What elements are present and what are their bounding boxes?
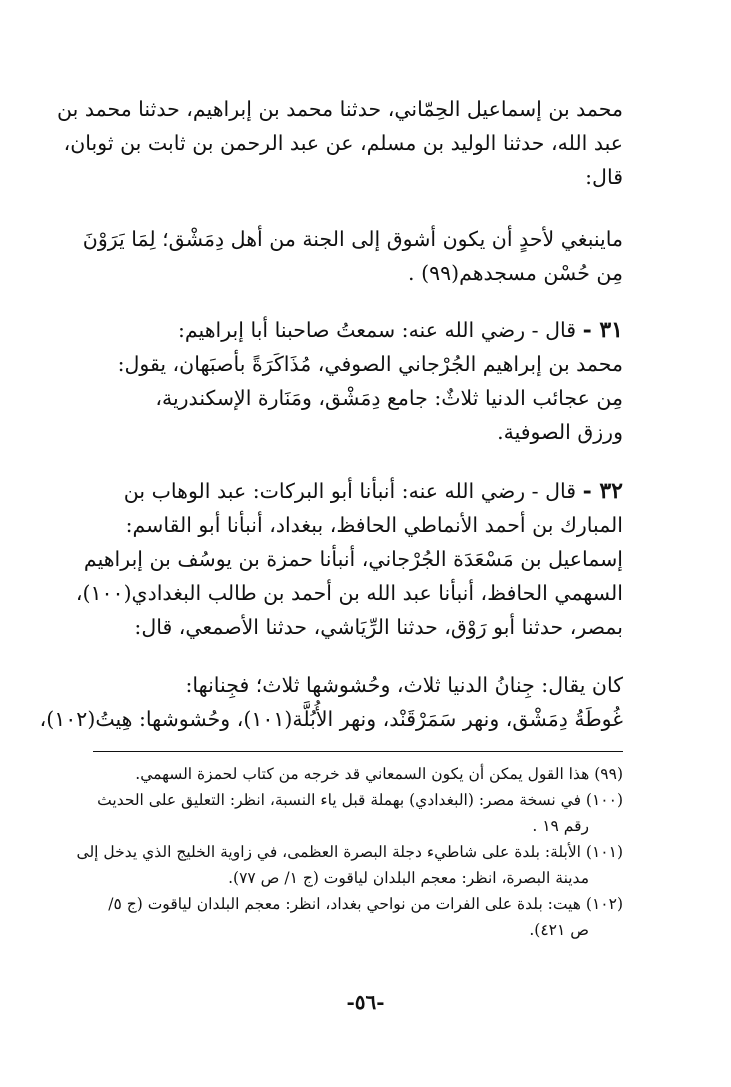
text-line: كان يقال: جِنانُ الدنيا ثلاث، وحُشوشها ثلاث؛ فجِنانها: [185,673,623,697]
footnotes [76,761,623,943]
text-segment: قال - رضي الله عنه: أنبأنا أبو البركات: عبد الوهاب بن [123,479,577,503]
text-line [103,313,623,347]
footnote-102: (١٠٢) هيت: بلدة على الفرات من نواحي بغداد، انظر: معجم البلدان لياقوت (ج ٥/ [108,895,623,913]
footnote-101-continued: مدينة البصرة، انظر: معجم البلدان لياقوت (ج ١/ ص ٧٧). [228,869,589,887]
text-line: غُوطَةُ دِمَشْق، ونهر سَمَرْقَنْد، ونهر الأُبُلَّة(١٠١)، وحُشوشها: هِيتُ(١٠٢)، [39,707,623,731]
hadith-number: ٣١ - [582,317,623,343]
text-segment: قال - رضي الله عنه: سمعتُ صاحبنا أبا إبراهيم: [178,318,577,342]
footnote-99: (٩٩) هذا القول يمكن أن يكون السمعاني قد خرجه من كتاب لحمزة السهمي. [135,765,623,783]
text-line: ورزق الصوفية. [497,420,623,444]
hadith-number: ٣٢ - [582,478,623,504]
text-line: محمد بن إبراهيم الجُرْجاني الصوفي، مُذَاكَرَةً بأصبَهان، يقول: [117,352,623,376]
paragraph-quote-2 [39,668,623,736]
text-line: إسماعيل بن مَسْعَدَة الجُرْجاني، أنبأنا حمزة بن يوسُف بن إبراهيم [83,547,623,571]
text-line: محمد بن إسماعيل الحِمّاني، حدثنا محمد بن إبراهيم، حدثنا محمد بن [57,97,623,121]
footnote-101: (١٠١) الأبلة: بلدة على شاطيء دجلة البصرة العظمى، في زاوية الخليج الذي يدخل إلى [76,843,623,861]
footnote-102-continued: ص ٤٢١). [529,921,589,939]
footnote-100: (١٠٠) في نسخة مصر: (البغدادي) بهملة قبل ياء النسبة، انظر: التعليق على الحديث [97,791,623,809]
text-line: ماينبغي لأحدٍ أن يكون أشوق إلى الجنة من أهل دِمَشْق؛ لِمَا يَرَوْنَ [82,227,623,251]
text-line: قال: [585,165,623,189]
paragraph-quote-1 [82,222,623,290]
text-line: مِن حُسْن مسجدهم(٩٩) . [408,261,623,285]
footnote-100-continued: رقم ١٩ . [532,817,589,835]
text-line: السهمي الحافظ، أنبأنا عبد الله بن أحمد بن طالب البغدادي(١٠٠)، [75,581,623,605]
paragraph-hadith-32 [75,474,623,644]
footnote-divider [93,751,623,752]
paragraph-hadith-31 [103,313,623,449]
text-line: بمصر، حدثنا أبو رَوْق، حدثنا الرِّيَاشي، حدثنا الأصمعي، قال: [134,615,623,639]
text-line: مِن عجائب الدنيا ثلاثٌ: جامع دِمَشْق، ومَنَارة الإسكندرية، [155,386,623,410]
text-line: عبد الله، حدثنا الوليد بن مسلم، عن عبد الرحمن بن ثابت بن ثوبان، [63,131,623,155]
paragraph-isnad-1 [57,92,623,194]
page-number: -٥٦- [346,990,385,1014]
text-line [103,474,623,508]
text-line: المبارك بن أحمد الأنماطي الحافظ، ببغداد، أنبأنا أبو القاسم: [125,513,623,537]
